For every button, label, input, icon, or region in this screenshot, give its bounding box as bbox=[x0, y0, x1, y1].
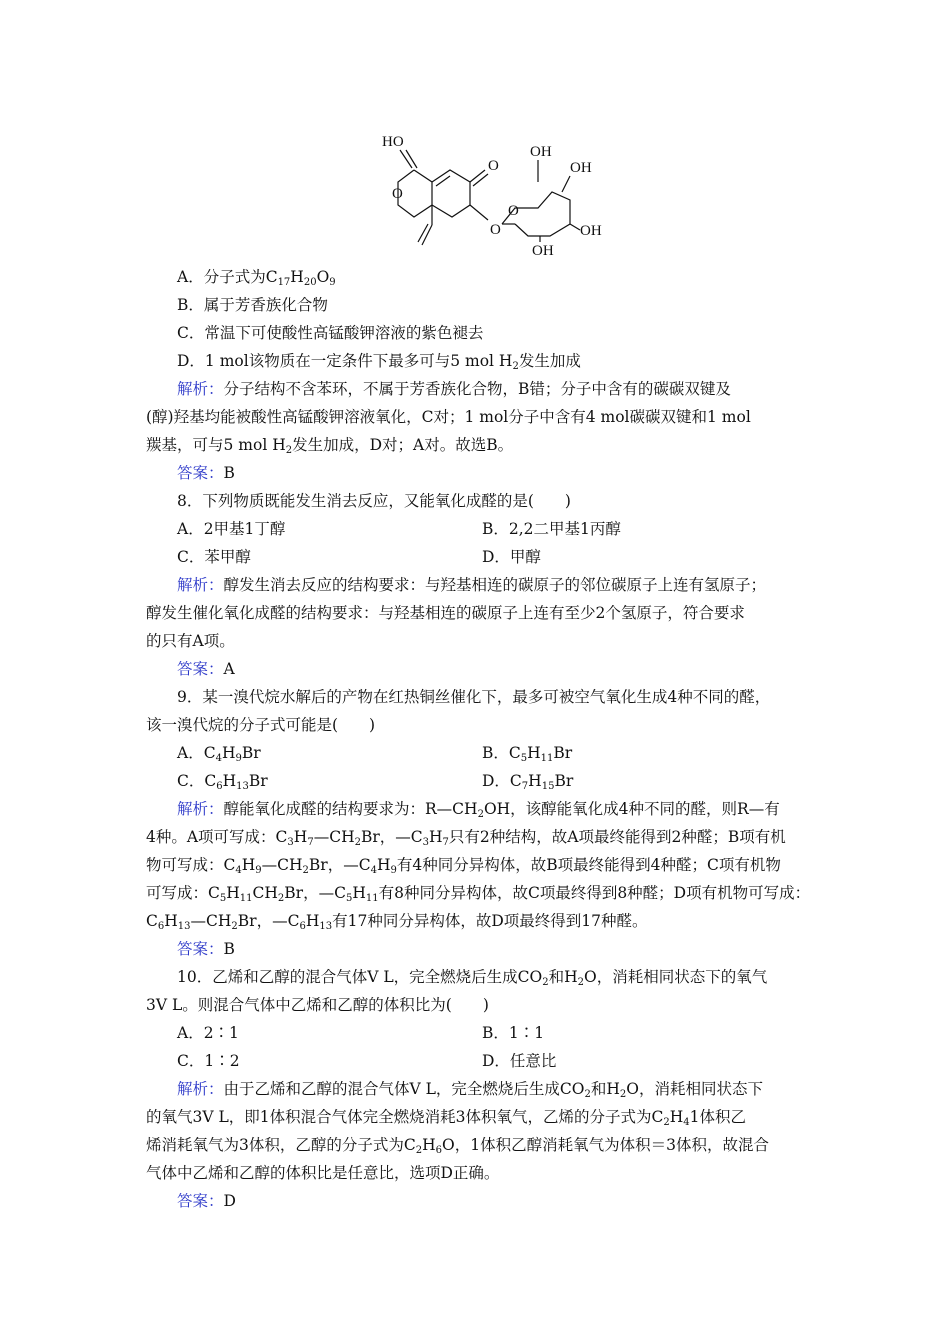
q7-analysis-line-1: 解析：分子结构不含苯环，不属于芳香族化合物，B错；分子中含有的碳碳双键及 bbox=[177, 380, 731, 398]
q10-option-b: B．1∶1 bbox=[482, 1024, 545, 1042]
q8-option-d: D．甲醇 bbox=[482, 548, 541, 566]
q8-option-a: A．2甲基1丁醇 bbox=[177, 520, 286, 538]
q9-analysis-line-3: 物可写成：$C_4H_9—CH_2Br$，$—C_4H_9$有4种同分异构体，故B项最终能得到4种醛；C项有机物 bbox=[146, 856, 781, 876]
q9-analysis-line-4: 可写成：$C_5H_{11}CH_2Br$，$—C_5H_{11}$有8种同分异构体，故C项最终得到8种醛；D项有机物可写成： bbox=[146, 884, 811, 904]
q7-option-c: C．常温下可使酸性高锰酸钾溶液的紫色褪去 bbox=[177, 324, 484, 342]
q10-answer: 答案：D bbox=[177, 1192, 236, 1210]
q9-option-d: D．$C_7H_{15}Br$ bbox=[482, 772, 574, 792]
mol-label-oh-right: OH bbox=[580, 223, 602, 239]
q7-analysis-line-2: (醇)羟基均能被酸性高锰酸钾溶液氧化，C对；1 mol分子中含有4 mol碳碳双键和1 mol bbox=[146, 408, 751, 426]
q7-option-a: A．分子式为$C_{17}H_{20}O_9$ bbox=[177, 268, 336, 288]
q9-analysis-line-1: 解析：醇能氧化成醛的结构要求为：$R—CH_2OH$，该醇能氧化成4种不同的醛，则R—有 bbox=[177, 800, 780, 820]
q10-option-d: D．任意比 bbox=[482, 1052, 557, 1070]
q8-analysis-line-1: 解析：醇发生消去反应的结构要求：与羟基相连的碳原子的邻位碳原子上连有氢原子； bbox=[177, 576, 767, 594]
q10-analysis-line-1: 解析：由于乙烯和乙醇的混合气体V L，完全燃烧后生成$CO_2$和$H_2O$，消耗相同状态下 bbox=[177, 1080, 763, 1100]
q10-analysis-line-4: 气体中乙烯和乙醇的体积比是任意比，选项D正确。 bbox=[146, 1164, 500, 1182]
analysis-label: 解析： bbox=[177, 576, 224, 594]
q7-answer: 答案：B bbox=[177, 464, 235, 482]
q9-analysis-line-5: $C_6H_{13}—CH_2Br$，$—C_6H_{13}$有17种同分异构体，故D项最终得到17种醛。 bbox=[146, 912, 648, 932]
q9-answer: 答案：B bbox=[177, 940, 235, 958]
q7-analysis-line-3: 羰基，可与5 mol $H_2$发生加成，D对；A对。故选B。 bbox=[146, 436, 514, 456]
q8-option-b: B．2,2二甲基1丙醇 bbox=[482, 520, 621, 538]
q10-stem-line-2: 3V L。则混合气体中乙烯和乙醇的体积比为( ) bbox=[146, 996, 489, 1014]
mol-label-oh-top1: OH bbox=[530, 144, 552, 160]
analysis-label: 解析： bbox=[177, 1080, 224, 1098]
mol-label-o-ring: O bbox=[392, 186, 403, 202]
q9-stem-line-1: 9．某一溴代烷水解后的产物在红热铜丝催化下，最多可被空气氧化生成4种不同的醛， bbox=[177, 688, 771, 706]
q10-stem-line-1: 10．乙烯和乙醇的混合气体V L，完全燃烧后生成$CO_2$和$H_2O$，消耗相同状态下的氧气 bbox=[177, 968, 768, 988]
molecule-structure bbox=[370, 120, 610, 270]
q7-option-d: D．1 mol该物质在一定条件下最多可与5 mol $H_2$发生加成 bbox=[177, 352, 581, 372]
answer-label: 答案： bbox=[177, 940, 224, 958]
q10-option-a: A．2∶1 bbox=[177, 1024, 239, 1042]
mol-label-oh-top2: OH bbox=[570, 160, 592, 176]
mol-label-ho: HO bbox=[382, 134, 404, 150]
answer-label: 答案： bbox=[177, 660, 224, 678]
q8-answer: 答案：A bbox=[177, 660, 235, 678]
q8-analysis-line-2: 醇发生催化氧化成醛的结构要求：与羟基相连的碳原子上连有至少2个氢原子，符合要求 bbox=[146, 604, 745, 622]
analysis-label: 解析： bbox=[177, 380, 224, 398]
q9-analysis-line-2: 4种。A项可写成：$C_3H_7—CH_2Br$，$—C_3H_7$只有2种结构，故A项最终能得到2种醛；B项有机 bbox=[146, 828, 786, 848]
q8-stem: 8．下列物质既能发生消去反应，又能氧化成醛的是( ) bbox=[177, 492, 571, 510]
q10-analysis-line-2: 的氧气3V L，即1体积混合气体完全燃烧消耗3体积氧气，乙烯的分子式为$C_2H_41$体积乙 bbox=[146, 1108, 747, 1128]
q8-option-c: C．苯甲醇 bbox=[177, 548, 251, 566]
analysis-label: 解析： bbox=[177, 800, 224, 818]
q9-stem-line-2: 该一溴代烷的分子式可能是( ) bbox=[146, 716, 376, 734]
q10-analysis-line-3: 烯消耗氧气为3体积，乙醇的分子式为$C_2H_6O$，1体积乙醇消耗氧气为体积＝3体积，故混合 bbox=[146, 1136, 769, 1156]
q8-analysis-line-3: 的只有A项。 bbox=[146, 632, 235, 650]
q10-option-c: C．1∶2 bbox=[177, 1052, 240, 1070]
mol-label-o-link: O bbox=[490, 222, 501, 238]
mol-label-o-ketone: O bbox=[488, 158, 499, 174]
mol-label-o-sugar: O bbox=[508, 203, 519, 219]
q9-option-b: B．$C_5H_{11}Br$ bbox=[482, 744, 573, 764]
q9-option-c: C．$C_6H_{13}Br$ bbox=[177, 772, 268, 792]
q7-option-b: B．属于芳香族化合物 bbox=[177, 296, 328, 314]
answer-label: 答案： bbox=[177, 464, 224, 482]
answer-label: 答案： bbox=[177, 1192, 224, 1210]
mol-label-oh-bottom: OH bbox=[532, 243, 554, 259]
q9-option-a: A．$C_4H_9Br$ bbox=[177, 744, 261, 764]
